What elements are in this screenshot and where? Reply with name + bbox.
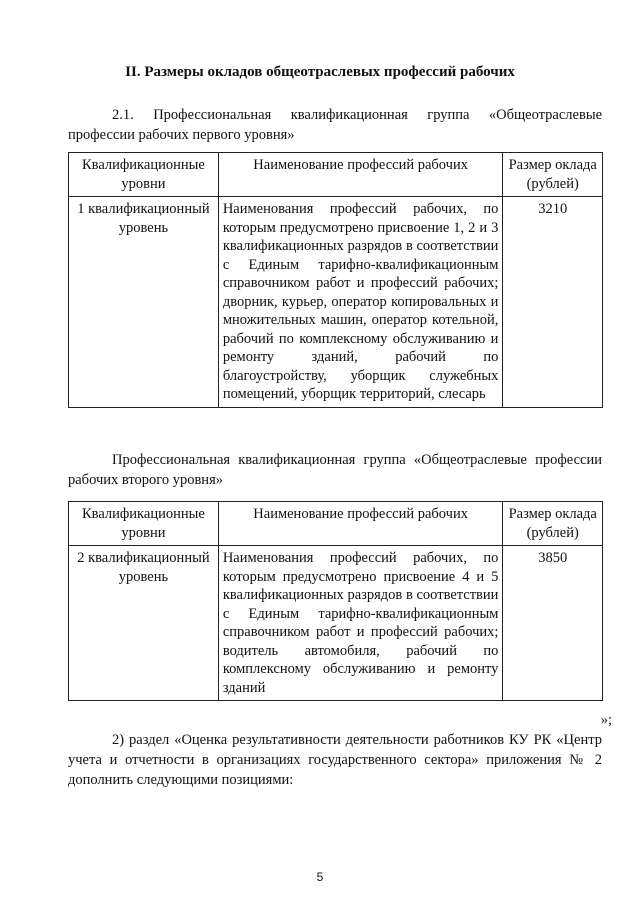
intro-paragraph-second-level: Профессиональная квалификационная группа «Общеотраслевые профессии рабочих второго уровня» — [68, 452, 602, 488]
table-header-row — [69, 502, 603, 546]
closing-quote-mark: »; — [600, 712, 612, 728]
table-row — [69, 197, 603, 408]
cell-level: 2 квалификационный уровень — [69, 546, 219, 701]
item-2-paragraph: 2) раздел «Оценка результативности деятельности работников КУ РК «Центр учета и отчетности в организациях государственного сектора» приложения № 2 дополнить следующими позициями: — [68, 732, 602, 788]
cell-professions: Наименования профессий рабочих, по которым предусмотрено присвоение 4 и 5 квалификационных разрядов в соответствии с Единым тарифно-квалификационным справочником работ и профессий рабочих; водитель автомобиля, рабочий по комплексному обслуживанию и ремонту зданий — [218, 546, 503, 701]
header-salary: Размер оклада (рублей) — [503, 502, 603, 546]
salary-table-first-level — [68, 152, 603, 408]
header-professions: Наименование профессий рабочих — [218, 502, 503, 546]
cell-salary: 3850 — [503, 546, 603, 701]
page-number: 5 — [316, 870, 324, 884]
cell-level: 1 квалификационный уровень — [69, 197, 219, 408]
header-level: Квалификационные уровни — [69, 153, 219, 197]
cell-salary: 3210 — [503, 197, 603, 408]
cell-professions: Наименования профессий рабочих, по которым предусмотрено присвоение 1, 2 и 3 квалификационных разрядов в соответствии с Единым тарифно-квалификационным справочником работ и профессий рабочих; дворник, курьер, оператор копировальных и множительных машин, оператор котельной, рабочий по комплексному обслуживанию и ремонту зданий, рабочий по благоустройству, уборщик служебных помещений, уборщик территорий, слесарь — [218, 197, 503, 408]
header-professions: Наименование профессий рабочих — [218, 153, 503, 197]
section-title: II. Размеры окладов общеотраслевых профессий рабочих — [125, 64, 515, 80]
salary-table-second-level — [68, 501, 603, 701]
header-level: Квалификационные уровни — [69, 502, 219, 546]
intro-paragraph-first-level: 2.1. Профессиональная квалификационная группа «Общеотраслевые профессии рабочих первого уровня» — [68, 107, 602, 143]
table-row — [69, 546, 603, 701]
header-salary: Размер оклада (рублей) — [503, 153, 603, 197]
table-header-row — [69, 153, 603, 197]
